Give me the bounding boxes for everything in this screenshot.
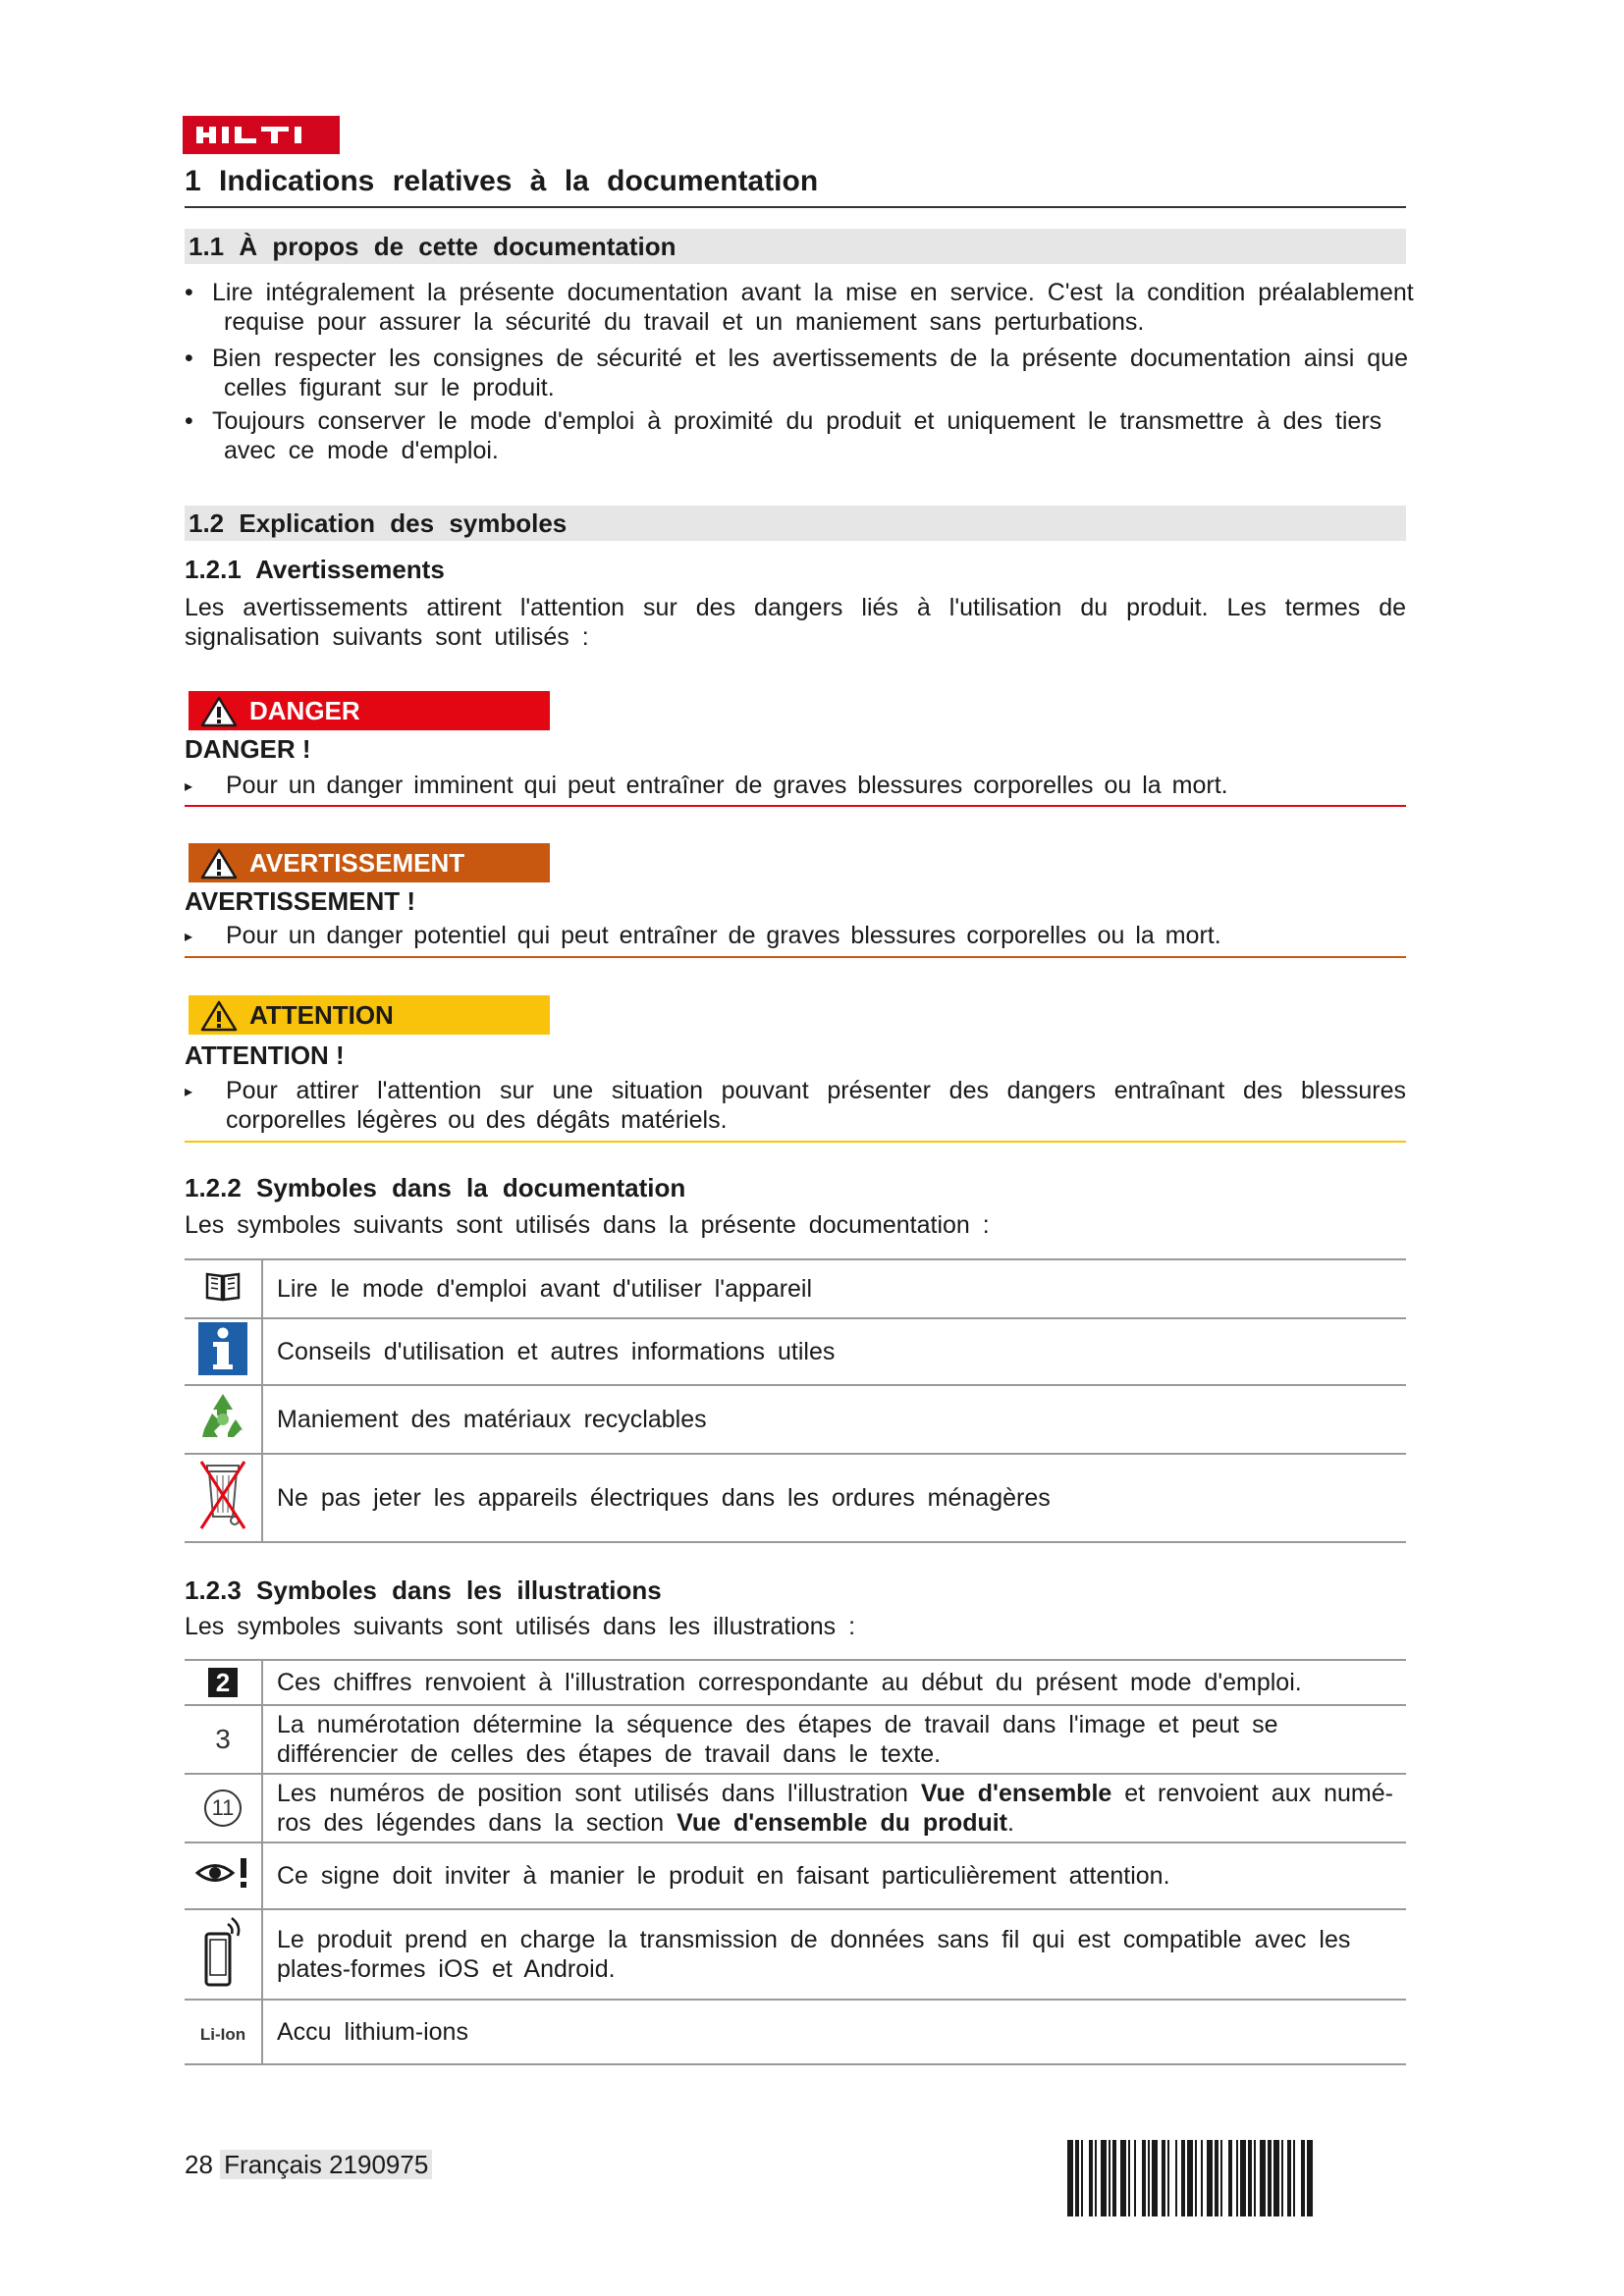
position-bold-a: Vue d'ensemble [920, 1780, 1112, 1807]
eye-attention-icon [195, 1856, 250, 1890]
table-row [185, 1660, 1406, 1705]
page-footer [185, 2150, 432, 2180]
caution-description [185, 1076, 1406, 1135]
info-icon [198, 1322, 247, 1375]
subsection-heading-1-2-2: 1.2.2 Symboles dans la documentation [185, 1173, 686, 1202]
arrow-bullet-icon: ▸ [185, 1084, 193, 1100]
illustration-symbols-intro: Les symboles suivants sont utilisés dans les illustrations : [185, 1613, 856, 1640]
position-text-b: et renvoient aux numé-ros des légendes dans la section [277, 1780, 1393, 1837]
danger-description [185, 771, 1406, 800]
bullet-icon: • [185, 345, 193, 372]
position-number-icon: 11 [204, 1789, 242, 1827]
position-text-a: Les numéros de position sont utilisés dans l'illustration [277, 1780, 921, 1807]
bullet-text-continued: avec ce mode d'emploi. [224, 437, 499, 464]
symbol-description: Accu lithium-ions [262, 2000, 1406, 2064]
danger-divider [185, 805, 1406, 807]
table-row [185, 1909, 1406, 2000]
caution-signal-label: ATTENTION [249, 1000, 394, 1030]
symbol-cell [185, 1454, 262, 1542]
symbol-description: Ces chiffres renvoient à l'illustration correspondante au début du présent mode d'emploi. [262, 1660, 1406, 1705]
caution-divider [185, 1141, 1406, 1143]
symbol-cell [185, 1705, 262, 1774]
section-heading-1-2: 1.2 Explication des symboles [185, 506, 1406, 541]
figure-number-icon: 2 [208, 1668, 238, 1697]
step-number-icon: 3 [215, 1724, 231, 1754]
recycle-icon [196, 1390, 249, 1443]
arrow-bullet-icon: ▸ [185, 778, 193, 795]
warning-description [185, 921, 1406, 950]
warning-title: AVERTISSEMENT ! [185, 886, 415, 916]
symbol-cell [185, 1259, 262, 1318]
symbol-description: Le produit prend en charge la transmission de données sans fil qui est compatible avec les plates-formes iOS et Android. [262, 1909, 1406, 2000]
table-row [185, 1774, 1406, 1842]
symbol-description: Ce signe doit inviter à manier le produit en faisant particulièrement attention. [262, 1842, 1406, 1909]
subsection-heading-1-2-1: 1.2.1 Avertissements [185, 555, 445, 584]
symbol-description: La numérotation détermine la séquence des étapes de travail dans l'image et peut se différencier de celles des étapes de travail dans le texte. [262, 1705, 1406, 1774]
danger-description-text: Pour un danger imminent qui peut entraîner de graves blessures corporelles ou la mort. [226, 772, 1228, 799]
danger-signal-label: DANGER [249, 696, 360, 725]
symbol-description: Ne pas jeter les appareils électriques dans les ordures ménagères [262, 1454, 1406, 1542]
arrow-bullet-icon: ▸ [185, 929, 193, 945]
list-item [185, 406, 1500, 465]
wireless-phone-icon [198, 1912, 247, 1991]
danger-title: DANGER ! [185, 734, 311, 764]
bullet-icon: • [185, 407, 193, 435]
bullet-text: Lire intégralement la présente documentation avant la mise en service. C'est la condition préalablement [212, 279, 1414, 306]
warnings-intro: Les avertissements attirent l'attention sur des dangers liés à l'utilisation du produit. Les termes de signalisation suivants sont utilisés : [185, 594, 1406, 651]
list-item [185, 278, 1500, 337]
symbol-description: Maniement des matériaux recyclables [262, 1385, 1406, 1454]
position-bold-b: Vue d'ensemble du produit [677, 1809, 1008, 1837]
bullet-text: Toujours conserver le mode d'emploi à proximité du produit et uniquement le transmettre à des tiers [212, 407, 1382, 435]
caution-signal-box [189, 995, 550, 1035]
danger-signal-box [189, 691, 550, 730]
bullet-text-continued: celles figurant sur le produit. [224, 374, 555, 401]
warning-description-text: Pour un danger potentiel qui peut entraîner de graves blessures corporelles ou la mort. [226, 922, 1221, 949]
symbol-cell [185, 1842, 262, 1909]
symbol-cell [185, 1909, 262, 2000]
table-row [185, 1318, 1406, 1385]
book-icon [203, 1270, 243, 1302]
table-row [185, 1454, 1406, 1542]
table-row [185, 2000, 1406, 2064]
symbol-cell [185, 1660, 262, 1705]
warning-divider [185, 956, 1406, 958]
barcode-icon [1067, 2140, 1406, 2216]
position-text-c: . [1007, 1809, 1014, 1837]
warning-triangle-icon [200, 696, 238, 727]
symbol-cell [185, 2000, 262, 2064]
doc-symbols-table [185, 1258, 1406, 1543]
subsection-heading-1-2-3: 1.2.3 Symboles dans les illustrations [185, 1575, 662, 1605]
symbol-cell [185, 1774, 262, 1842]
bullet-icon: • [185, 279, 193, 306]
symbol-description: Conseils d'utilisation et autres informations utiles [262, 1318, 1406, 1385]
illustration-symbols-table [185, 1659, 1406, 2065]
doc-symbols-intro: Les symboles suivants sont utilisés dans la présente documentation : [185, 1211, 990, 1239]
caution-title: ATTENTION ! [185, 1041, 345, 1070]
symbol-cell [185, 1318, 262, 1385]
bullet-text: Bien respecter les consignes de sécurité et les avertissements de la présente documentation ainsi que [212, 345, 1408, 372]
caution-description-text: Pour attirer l'attention sur une situation pouvant présenter des dangers entraînant des blessures corporelles légères ou des dégâts matériels. [226, 1077, 1406, 1134]
symbol-description: Lire le mode d'emploi avant d'utiliser l'appareil [262, 1259, 1406, 1318]
symbol-cell [185, 1385, 262, 1454]
list-item [185, 344, 1500, 402]
page-number: 28 [185, 2150, 213, 2179]
table-row [185, 1842, 1406, 1909]
section-heading-1-1: 1.1 À propos de cette documentation [185, 229, 1406, 264]
hilti-logo-icon [183, 116, 340, 154]
document-number: 2190975 [329, 2150, 429, 2179]
li-ion-icon: Li-Ion [199, 2024, 246, 2044]
warning-signal-label: AVERTISSEMENT [249, 848, 465, 878]
symbol-description [262, 1774, 1406, 1842]
table-row [185, 1705, 1406, 1774]
footer-language-text: Français [224, 2150, 322, 2179]
footer-language [220, 2150, 432, 2179]
crossed-bin-icon [197, 1456, 248, 1534]
warning-signal-box [189, 843, 550, 882]
bullet-text-continued: requise pour assurer la sécurité du travail et un maniement sans perturbations. [224, 308, 1145, 336]
warning-triangle-icon [200, 848, 238, 880]
table-row [185, 1259, 1406, 1318]
chapter-title: 1 Indications relatives à la documentation [185, 165, 1406, 208]
table-row [185, 1385, 1406, 1454]
hilti-logo [183, 116, 340, 154]
warning-triangle-icon [200, 1000, 238, 1032]
